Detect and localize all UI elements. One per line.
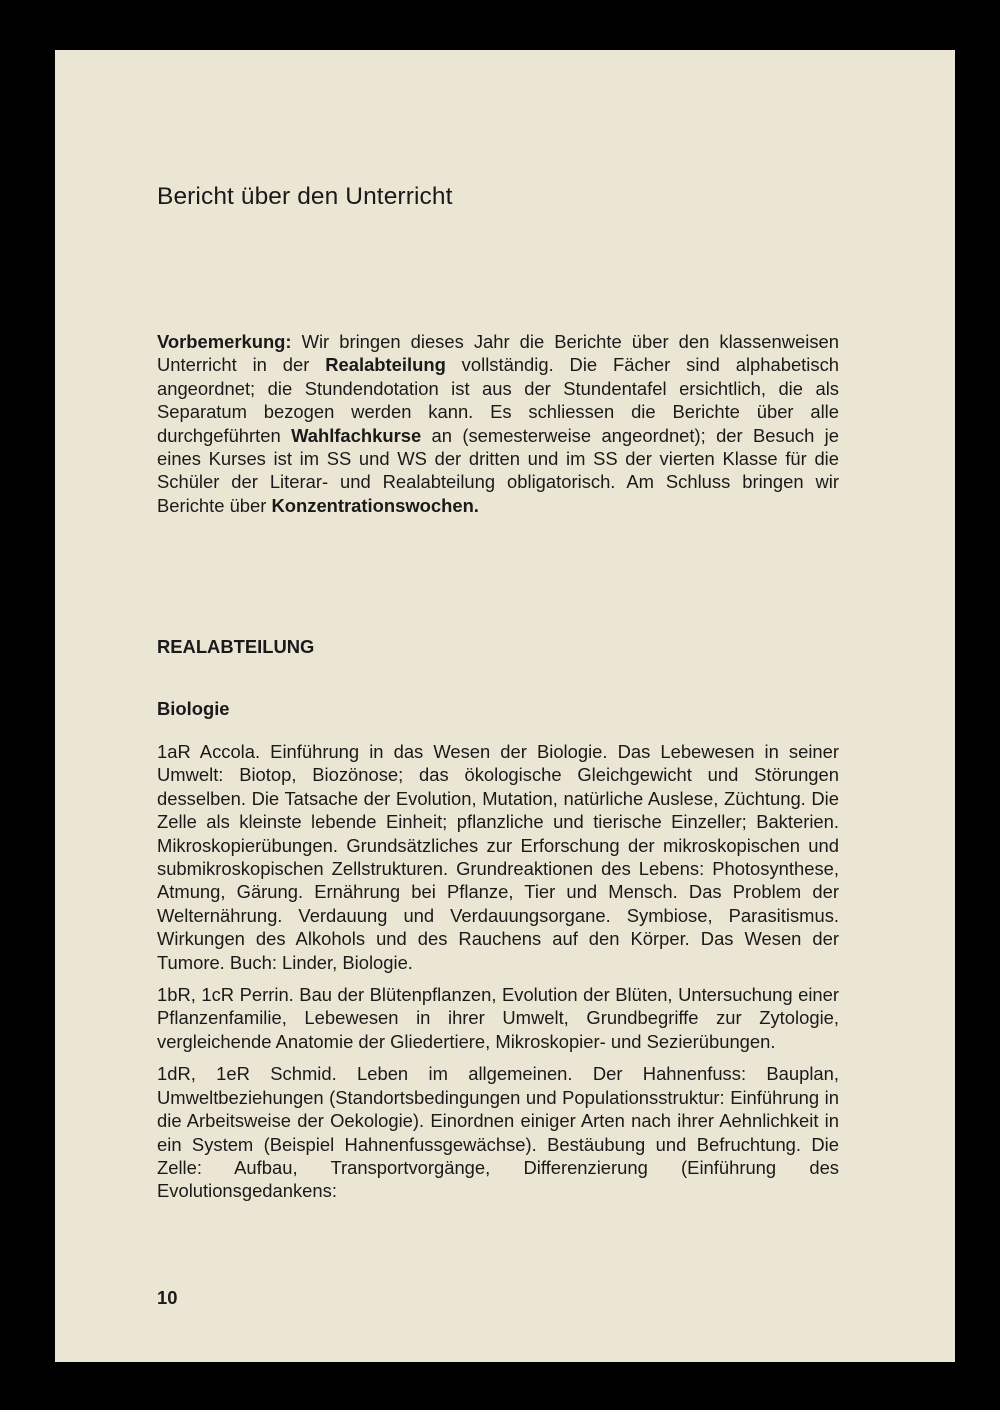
intro-paragraph: [157, 330, 839, 517]
intro-text-3: an (semesterweise angeordnet); der Besuch je eines Kurses ist im SS und WS der dritten und im SS der vierten Klasse für die Schüler der Literar- und Realabteilung obligatorisch. Am Schluss bringen wir Berichte über: [157, 424, 839, 516]
intro-label: Vorbemerkung:: [157, 331, 292, 352]
course-entry: 1aR Accola. Einführung in das Wesen der Biologie. Das Lebewesen in seiner Umwelt: Biotop, Biozönose; das ökologische Gleichgewicht und Störungen desselben. Die Tatsache der Evolution, Mutation, natürliche Auslese, Züchtung. Die Zelle als kleinste lebende Einheit; pflanzliche und tierische Einzeller; Bakterien. Mikroskopierübungen. Grundsätzliches zur Erforschung der mikroskopischen und submikroskopischen Zellstrukturen. Grundreaktionen des Lebens: Photosynthese, Atmung, Gärung. Ernährung bei Pflanze, Tier und Mensch. Das Problem der Welternährung. Verdauung und Verdauungsorgane. Symbiose, Parasitismus. Wirkungen des Alkohols und des Rauchens auf den Körper. Das Wesen der Tumore. Buch: Linder, Biologie.: [157, 741, 839, 973]
section-heading: REALABTEILUNG: [157, 636, 315, 657]
intro-text-1: Wir bringen dieses Jahr die Berichte über den klassenweisen Unterricht in der: [157, 331, 839, 376]
course-entry: 1dR, 1eR Schmid. Leben im allgemeinen. Der Hahnenfuss: Bauplan, Umweltbeziehungen (Standortsbedingungen und Populationsstruktur: Einführung in die Arbeitsweise der Oekologie). Einordnen einiger Arten nach ihrer Aehnlichkeit in ein System (Beispiel Hahnenfussgewächse). Bestäubung und Befruchtung. Die Zelle: Aufbau, Transportvorgänge, Differenzierung (Einführung des Evolutionsgedankens:: [157, 1063, 839, 1202]
document-page: [55, 50, 955, 1362]
intro-emphasis-realabteilung: Realabteilung: [325, 354, 446, 376]
page-number: 10: [157, 1287, 178, 1308]
course-entries: [157, 740, 839, 1203]
course-entry: 1bR, 1cR Perrin. Bau der Blütenpflanzen, Evolution der Blüten, Untersuchung einer Pflanzenfamilie, Lebewesen in ihrer Umwelt, Grundbegriffe zur Zytologie, vergleichende Anatomie der Gliedertiere, Mikroskopier- und Sezierübungen.: [157, 984, 839, 1052]
page-title: Bericht über den Unterricht: [157, 183, 453, 210]
subject-heading: Biologie: [157, 698, 230, 719]
intro-text-2: vollständig. Die Fächer sind alphabetisch angeordnet; die Stundendotation ist aus der Stundentafel ersichtlich, die als Separatum bezogen werden kann. Es schliessen die Berichte über alle durchgeführten: [157, 354, 839, 446]
intro-emphasis-konzentrationswochen: Konzentrationswochen.: [271, 494, 479, 516]
intro-emphasis-wahlfachkurse: Wahlfachkurse: [291, 424, 422, 446]
